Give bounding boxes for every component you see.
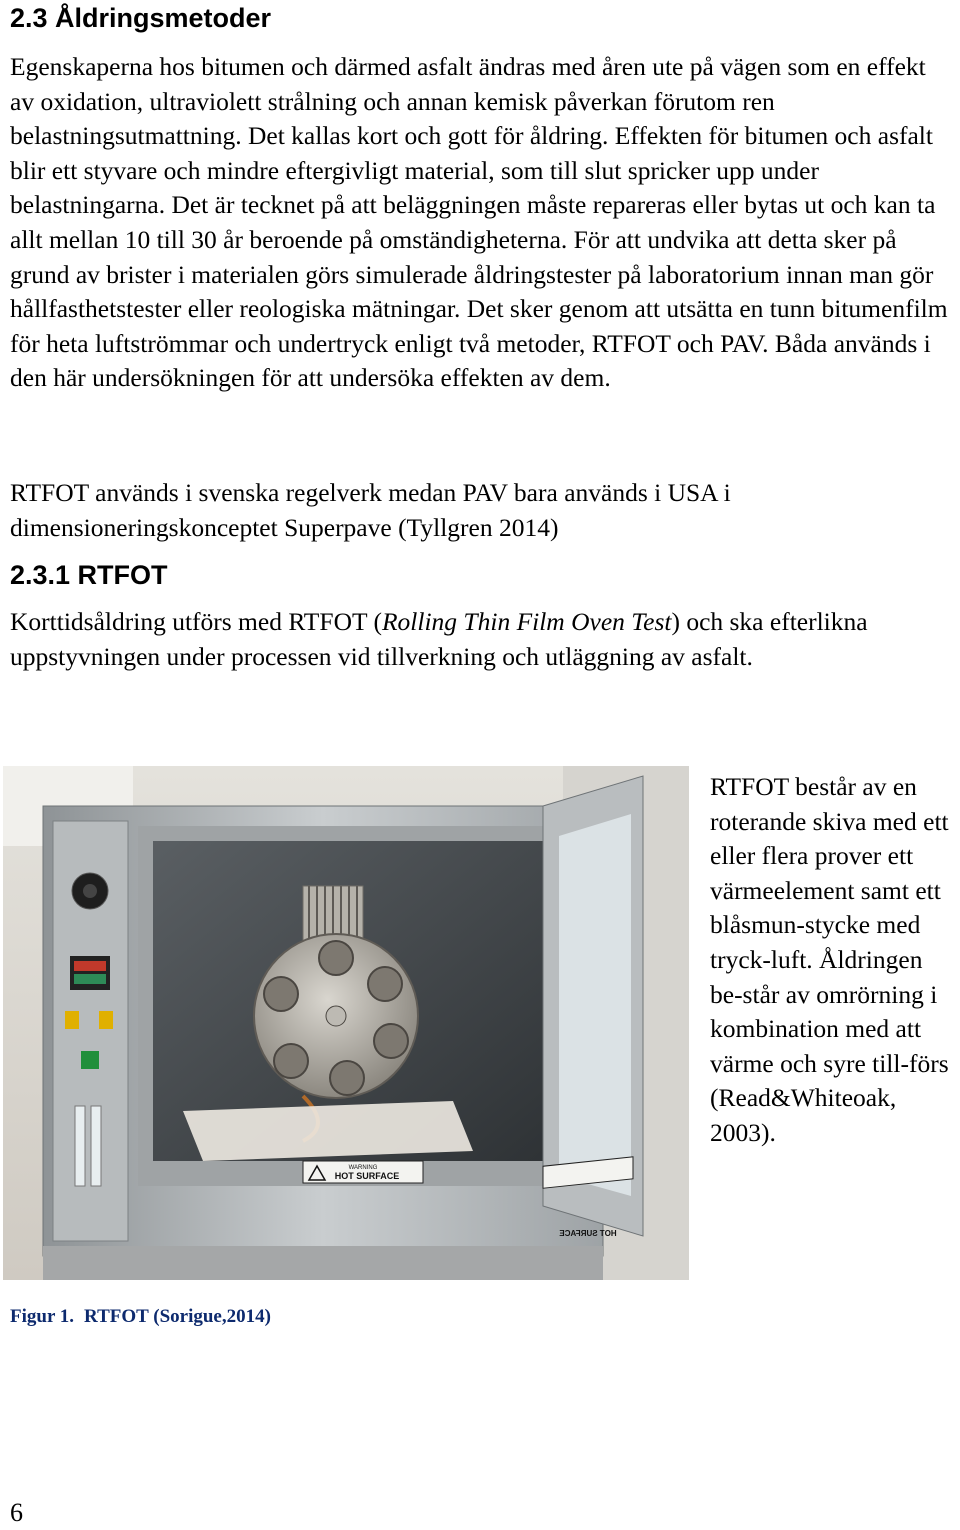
body-paragraph-rtfot — [10, 605, 950, 674]
rtfot-text-italic: Rolling Thin Film Oven Test — [381, 607, 672, 636]
warning-label-mirrored-text: HOT SURFACE — [559, 1229, 617, 1238]
subsection-heading: 2.3.1 RTFOT — [10, 560, 168, 590]
page-number: 6 — [10, 1498, 23, 1527]
side-description: RTFOT består av en roterande skiva med ett eller flera prover ett värmeelement samt ett blåsmun-stycke med tryck-luft. Åldringen be-står av omrörning i kombination med att värme och syre till-förs (Read&Whiteoak, 2003). — [710, 772, 949, 1147]
body-paragraph-usage: RTFOT används i svenska regelverk medan PAV bara används i USA i dimensioneringskonceptet Superpave (Tyllgren 2014) — [10, 478, 731, 542]
warning-label-text: HOT SURFACE — [334, 1171, 400, 1181]
rtfot-text-after: ) och ska efterlikna uppstyvningen under processen vid tillverkning och utläggning av asfalt. — [10, 607, 868, 671]
figure-caption-label: Figur 1. — [10, 1306, 75, 1327]
body-paragraph-aging: Egenskaperna hos bitumen och därmed asfalt ändras med åren ute på vägen som en effekt av oxidation, ultraviolett strålning och annan kemisk påverkan förutom ren belastningsutmattning. Det kallas kort och gott för åldring. Effekten för bitumen och asfalt blir ett styvare och mindre eftergivligt material, som till slut spricker upp under belastningarna. Det är tecknet på att beläggningen måste repareras eller bytas ut och kan ta allt mellan 10 till 30 år beroende på omständigheterna. För att undvika att detta sker på grund av brister i materialen görs simulerade åldringstester på laboratorium innan man gör hållfasthetstester eller reologiska mätningar. Det sker genom att utsätta en tunn bitumenfilm för heta luftströmmar och undertryck enligt två metoder, RTFOT och PAV. Båda används i den här undersökningen för att undersöka effekten av dem. — [10, 52, 948, 393]
section-heading: 2.3 Åldringsmetoder — [10, 3, 272, 33]
figure-caption — [10, 1304, 281, 1330]
rtfot-text-before: Korttidsåldring utförs med RTFOT ( — [10, 607, 382, 636]
figure-caption-text: RTFOT (Sorigue,2014) — [84, 1306, 271, 1327]
rtfot-oven-photo — [3, 766, 689, 1280]
warning-header-text: WARNING — [348, 1165, 378, 1171]
